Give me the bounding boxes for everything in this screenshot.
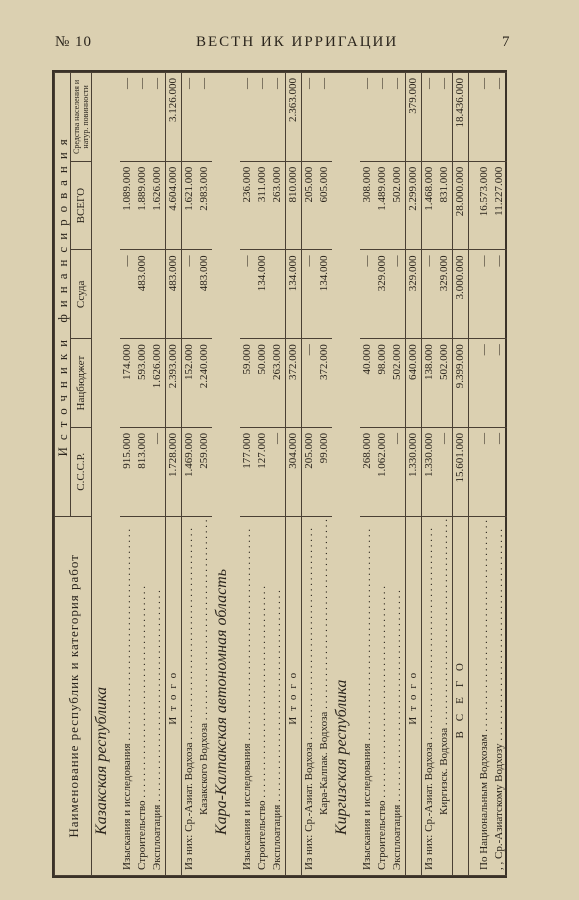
cell: 483.000 (135, 250, 150, 339)
running-header (0, 30, 579, 54)
row-label: ВСЕГО (453, 516, 469, 875)
cell: 3.126.000 (166, 73, 182, 162)
row-label: Киргизск. Водхоза . . . (437, 516, 453, 875)
table-row (197, 73, 212, 876)
row-label: По Национальным Водхозам . . . (477, 516, 492, 875)
cell: 593.000 (135, 339, 150, 428)
cell: — (120, 73, 135, 162)
cell: 11.227.000 (492, 161, 507, 250)
cell: — (360, 73, 375, 162)
page-number: 7 (502, 34, 511, 50)
cell: — (150, 427, 166, 516)
cell: 236.000 (240, 161, 255, 250)
table-row (390, 73, 406, 876)
journal-title: ВЕСТН ИК ИРРИГАЦИИ (196, 34, 399, 50)
row-label: Из них: Ср.-Азиат. Водхоза . . . (422, 516, 438, 875)
cell: 329.000 (437, 250, 453, 339)
row-label: Кара-Калпак. Водхоза . . . (317, 516, 332, 875)
cell: 15.601.000 (453, 427, 469, 516)
cell: — (492, 339, 507, 428)
cell: 1.062.000 (375, 427, 390, 516)
cell: 18.436.000 (453, 73, 469, 162)
cell: 329.000 (406, 250, 422, 339)
cell: — (150, 73, 166, 162)
cell: — (135, 73, 150, 162)
cell (270, 250, 286, 339)
table-row (240, 73, 255, 876)
row-label: Итого (166, 516, 182, 875)
col-header-natbudget: Нацбюджет (71, 339, 92, 428)
cell: 915.000 (120, 427, 135, 516)
cell: — (492, 73, 507, 162)
cell: 174.000 (120, 339, 135, 428)
cell: 28.000.000 (453, 161, 469, 250)
cell: — (422, 250, 438, 339)
cell: 1.889.000 (135, 161, 150, 250)
row-label: Изыскания и исследования . . . (240, 516, 255, 875)
row-label: Эксплоатация . . . (150, 516, 166, 875)
cell: — (255, 73, 270, 162)
row-label: Строительство . . . (255, 516, 270, 875)
row-label: Итого (286, 516, 302, 875)
row-label: Из них: Ср.-Азиат. Водхоза . . . (182, 516, 198, 875)
cell: 177.000 (240, 427, 255, 516)
row-label: Казакского Водхоза . . . (197, 516, 212, 875)
cell: — (240, 73, 255, 162)
republic-title: Кара-Калпакская автономная область (212, 73, 240, 876)
cell: — (375, 73, 390, 162)
cell: — (302, 339, 318, 428)
cell: 2.363.000 (286, 73, 302, 162)
cell: 605.000 (317, 161, 332, 250)
cell: 308.000 (360, 161, 375, 250)
cell: — (270, 73, 286, 162)
cell: 483.000 (166, 250, 182, 339)
table-row (437, 73, 453, 876)
cell: — (182, 250, 198, 339)
table-row (302, 73, 318, 876)
cell: 2.983.000 (197, 161, 212, 250)
row-label: Итого (406, 516, 422, 875)
republic-title-row (332, 73, 360, 876)
republic-title-row (92, 73, 121, 876)
republic-title-row (212, 73, 240, 876)
spacer-row (469, 73, 478, 876)
republic-title: Киргизская республика (332, 73, 360, 876)
cell: 502.000 (437, 339, 453, 428)
cell: — (197, 73, 212, 162)
table-row (492, 73, 507, 876)
subtotal-row (406, 73, 422, 876)
republic-title: Казакская республика (92, 73, 121, 876)
col-header-total: ВСЕГО (71, 161, 92, 250)
cell: — (270, 427, 286, 516)
cell: 502.000 (390, 339, 406, 428)
cell: 502.000 (390, 161, 406, 250)
cell: 379.000 (406, 73, 422, 162)
financing-table (54, 72, 507, 876)
cell: 2.299.000 (406, 161, 422, 250)
cell: — (477, 73, 492, 162)
col-header-loan: Ссуда (71, 250, 92, 339)
row-label: Из них: Ср.-Азиат. Водхоза . . . (302, 516, 318, 875)
table-row (317, 73, 332, 876)
table-row (120, 73, 135, 876)
row-label: Эксплоатация . . . (390, 516, 406, 875)
row-label: Строительство . . . (375, 516, 390, 875)
table-row (255, 73, 270, 876)
cell: 9.399.000 (453, 339, 469, 428)
col-header-own: Средства населения и натур. повинности (71, 73, 92, 162)
cell: 1.089.000 (120, 161, 135, 250)
row-label: Изыскания и исследования . . . (120, 516, 135, 875)
cell: 134.000 (317, 250, 332, 339)
cell: — (302, 73, 318, 162)
cell: 98.000 (375, 339, 390, 428)
cell: 138.000 (422, 339, 438, 428)
table-row (477, 73, 492, 876)
cell: 1.489.000 (375, 161, 390, 250)
cell: 372.000 (317, 339, 332, 428)
table-frame (52, 70, 507, 878)
cell: 311.000 (255, 161, 270, 250)
cell: — (390, 73, 406, 162)
col-header-sources: Источники финансирования (55, 73, 71, 517)
cell: 205.000 (302, 161, 318, 250)
cell: 268.000 (360, 427, 375, 516)
cell: 1.330.000 (406, 427, 422, 516)
cell: 134.000 (286, 250, 302, 339)
col-header-name: Наименование республик и категория работ (55, 516, 92, 875)
cell: 3.000.000 (453, 250, 469, 339)
cell: — (120, 250, 135, 339)
cell: 1.626.000 (150, 339, 166, 428)
cell: 263.000 (270, 339, 286, 428)
table-row (182, 73, 198, 876)
cell: 59.000 (240, 339, 255, 428)
subtotal-row (166, 73, 182, 876)
row-label: Эксплоатация . . . (270, 516, 286, 875)
subtotal-row (286, 73, 302, 876)
cell: 1.728.000 (166, 427, 182, 516)
grand-total-row (453, 73, 469, 876)
cell: 16.573.000 (477, 161, 492, 250)
cell: 259.000 (197, 427, 212, 516)
cell: 1.330.000 (422, 427, 438, 516)
cell: 1.468.000 (422, 161, 438, 250)
table-row (360, 73, 375, 876)
cell: — (390, 427, 406, 516)
row-label: Изыскания и исследования . . . (360, 516, 375, 875)
cell: 831.000 (437, 161, 453, 250)
cell: — (360, 250, 375, 339)
row-label: , , Ср.-Азиатскому Водхозу . . . (492, 516, 507, 875)
cell: 2.240.000 (197, 339, 212, 428)
cell: — (240, 250, 255, 339)
cell: 304.000 (286, 427, 302, 516)
cell: — (317, 73, 332, 162)
cell: 134.000 (255, 250, 270, 339)
cell: — (182, 73, 198, 162)
cell: — (302, 250, 318, 339)
cell: — (437, 73, 453, 162)
row-label: Строительство . . . (135, 516, 150, 875)
cell: — (492, 250, 507, 339)
cell: 127.000 (255, 427, 270, 516)
cell: — (477, 339, 492, 428)
table-row (135, 73, 150, 876)
cell: 810.000 (286, 161, 302, 250)
cell: — (477, 250, 492, 339)
rotated-table (54, 72, 505, 876)
table-row (422, 73, 438, 876)
cell: — (390, 250, 406, 339)
cell: 1.621.000 (182, 161, 198, 250)
cell: 263.000 (270, 161, 286, 250)
col-header-ussr: С.С.С.Р. (71, 427, 92, 516)
table-row (270, 73, 286, 876)
cell: — (477, 427, 492, 516)
table-row (375, 73, 390, 876)
cell: — (437, 427, 453, 516)
issue-number: № 10 (55, 34, 93, 50)
cell (150, 250, 166, 339)
cell: 2.393.000 (166, 339, 182, 428)
cell: 483.000 (197, 250, 212, 339)
table-row (150, 73, 166, 876)
cell: — (492, 427, 507, 516)
cell: 40.000 (360, 339, 375, 428)
cell: 813.000 (135, 427, 150, 516)
cell: 640.000 (406, 339, 422, 428)
cell: 4.604.000 (166, 161, 182, 250)
cell: 329.000 (375, 250, 390, 339)
cell: — (422, 73, 438, 162)
cell: 205.000 (302, 427, 318, 516)
cell: 1.469.000 (182, 427, 198, 516)
cell: 50.000 (255, 339, 270, 428)
cell: 99.000 (317, 427, 332, 516)
cell: 152.000 (182, 339, 198, 428)
cell: 372.000 (286, 339, 302, 428)
cell: 1.626.000 (150, 161, 166, 250)
